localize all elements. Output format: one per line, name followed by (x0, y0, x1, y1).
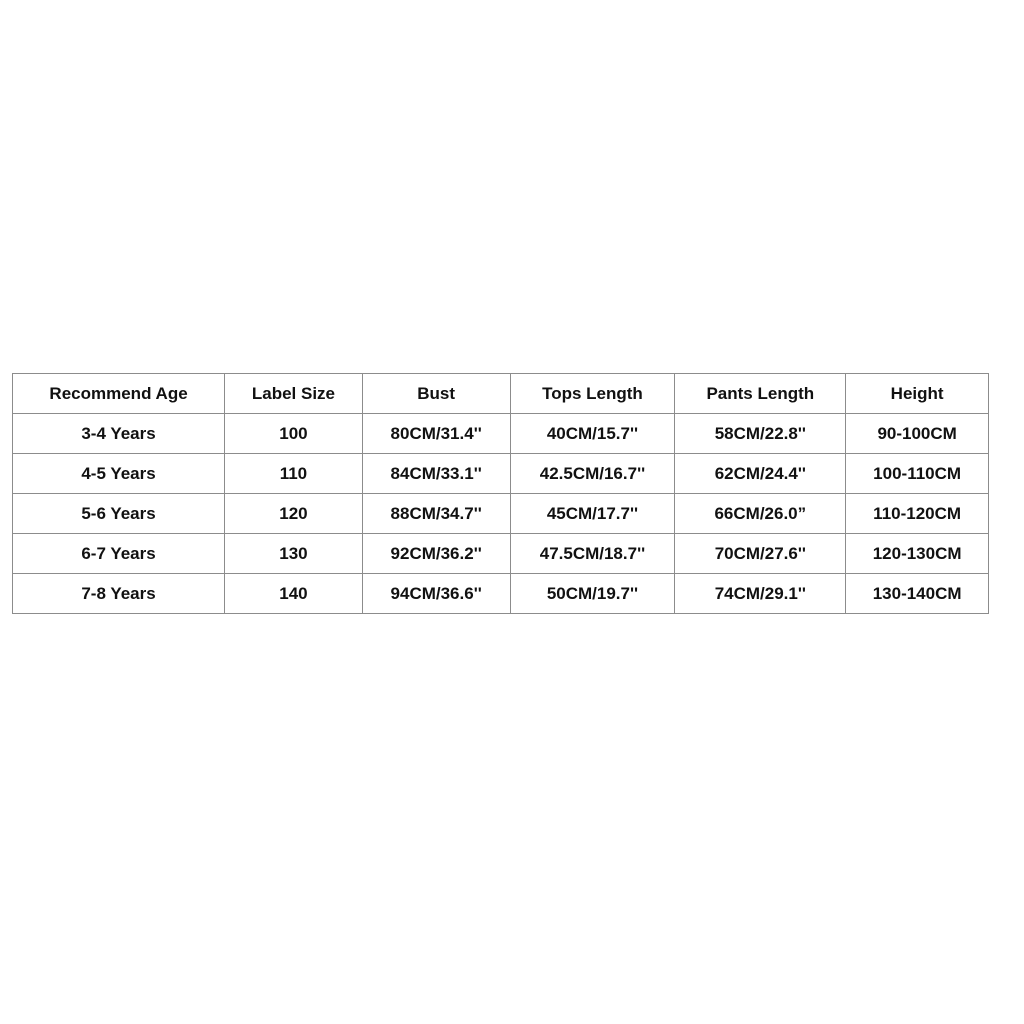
cell-label-size: 120 (225, 494, 363, 534)
table-row (13, 494, 989, 534)
header-bust: Bust (362, 374, 510, 414)
cell-height: 130-140CM (846, 574, 989, 614)
cell-bust: 88CM/34.7'' (362, 494, 510, 534)
header-height: Height (846, 374, 989, 414)
cell-label-size: 140 (225, 574, 363, 614)
cell-recommend-age: 4-5 Years (13, 454, 225, 494)
cell-pants-length: 58CM/22.8'' (675, 414, 846, 454)
cell-bust: 84CM/33.1'' (362, 454, 510, 494)
cell-tops-length: 47.5CM/18.7'' (510, 534, 675, 574)
header-recommend-age: Recommend Age (13, 374, 225, 414)
cell-recommend-age: 6-7 Years (13, 534, 225, 574)
cell-label-size: 100 (225, 414, 363, 454)
cell-pants-length: 70CM/27.6'' (675, 534, 846, 574)
cell-tops-length: 40CM/15.7'' (510, 414, 675, 454)
table-row (13, 574, 989, 614)
cell-recommend-age: 7-8 Years (13, 574, 225, 614)
table-row (13, 534, 989, 574)
cell-recommend-age: 3-4 Years (13, 414, 225, 454)
cell-height: 120-130CM (846, 534, 989, 574)
cell-height: 100-110CM (846, 454, 989, 494)
cell-tops-length: 45CM/17.7'' (510, 494, 675, 534)
header-label-size: Label Size (225, 374, 363, 414)
cell-bust: 80CM/31.4'' (362, 414, 510, 454)
header-tops-length: Tops Length (510, 374, 675, 414)
header-row (13, 374, 989, 414)
cell-recommend-age: 5-6 Years (13, 494, 225, 534)
cell-label-size: 110 (225, 454, 363, 494)
cell-pants-length: 66CM/26.0” (675, 494, 846, 534)
table-row (13, 454, 989, 494)
cell-height: 110-120CM (846, 494, 989, 534)
header-pants-length: Pants Length (675, 374, 846, 414)
cell-bust: 94CM/36.6'' (362, 574, 510, 614)
cell-tops-length: 42.5CM/16.7'' (510, 454, 675, 494)
cell-height: 90-100CM (846, 414, 989, 454)
table-row (13, 414, 989, 454)
cell-tops-length: 50CM/19.7'' (510, 574, 675, 614)
size-chart-table (12, 373, 989, 614)
cell-pants-length: 74CM/29.1'' (675, 574, 846, 614)
cell-bust: 92CM/36.2'' (362, 534, 510, 574)
cell-pants-length: 62CM/24.4'' (675, 454, 846, 494)
cell-label-size: 130 (225, 534, 363, 574)
